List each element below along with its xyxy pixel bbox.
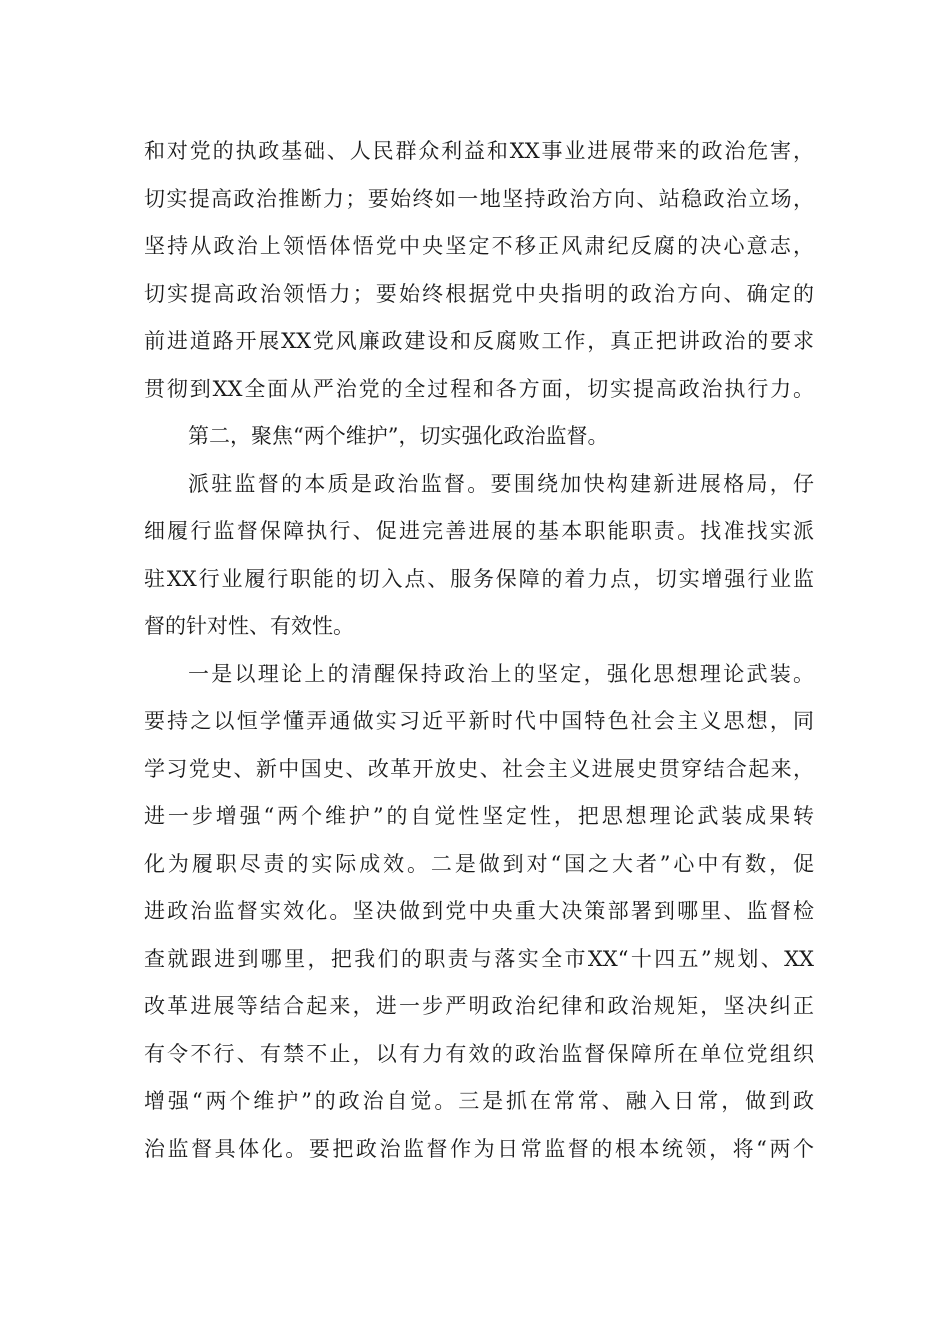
text-line: 切实提高政治领悟力；要始终根据党中央指明的政治方向、确定的 — [144, 281, 814, 306]
text-line: 改革进展等结合起来，进一步严明政治纪律和政治规矩，坚决纠正 — [144, 994, 814, 1018]
text-line: 驻XX行业履行职能的切入点、服务保障的着力点，切实增强行业监 — [144, 566, 814, 591]
text-line: 要持之以恒学懂弄通做实习近平新时代中国特色社会主义思想，同 — [144, 709, 814, 733]
section-heading: 第二，聚焦“两个维护”，切实强化政治监督。 — [188, 424, 609, 448]
text-line: 查就跟进到哪里，把我们的职责与落实全市XX“十四五”规划、XX — [144, 946, 814, 971]
text-line: 化为履职尽责的实际成效。二是做到对“国之大者”心中有数，促 — [144, 851, 814, 876]
text-line: 坚持从政治上领悟体悟党中央坚定不移正风肃纪反腐的决心意志， — [144, 234, 814, 258]
text-line: 细履行监督保障执行、促进完善进展的基本职能职责。找准找实派 — [144, 519, 814, 543]
text-line: 和对党的执政基础、人民群众利益和XX事业进展带来的政治危害， — [144, 139, 814, 163]
text-line: 进政治监督实效化。坚决做到党中央重大决策部署到哪里、监督检 — [144, 899, 814, 923]
text-line: 派驻监督的本质是政治监督。要围绕加快构建新进展格局，仔 — [188, 471, 814, 496]
text-line: 前进道路开展XX党风廉政建设和反腐败工作，真正把讲政治的要求 — [144, 329, 814, 353]
text-line: 治监督具体化。要把政治监督作为日常监督的根本统领，将“两个 — [144, 1136, 814, 1161]
text-line: 切实提高政治推断力；要始终如一地坚持政治方向、站稳政治立场， — [144, 186, 814, 211]
text-line: 学习党史、新中国史、改革开放史、社会主义进展史贯穿结合起来， — [144, 756, 814, 781]
text-line: 督的针对性、有效性。 — [144, 614, 354, 638]
body-text — [144, 128, 814, 1173]
text-line: 进一步增强“两个维护”的自觉性坚定性，把思想理论武装成果转 — [144, 804, 814, 828]
text-line: 贯彻到XX全面从严治党的全过程和各方面，切实提高政治执行力。 — [144, 376, 814, 401]
text-line: 一是以理论上的清醒保持政治上的坚定，强化思想理论武装。 — [188, 661, 814, 686]
text-line: 增强“两个维护”的政治自觉。三是抓在常常、融入日常，做到政 — [144, 1089, 814, 1113]
text-line: 有令不行、有禁不止，以有力有效的政治监督保障所在单位党组织 — [144, 1041, 814, 1066]
